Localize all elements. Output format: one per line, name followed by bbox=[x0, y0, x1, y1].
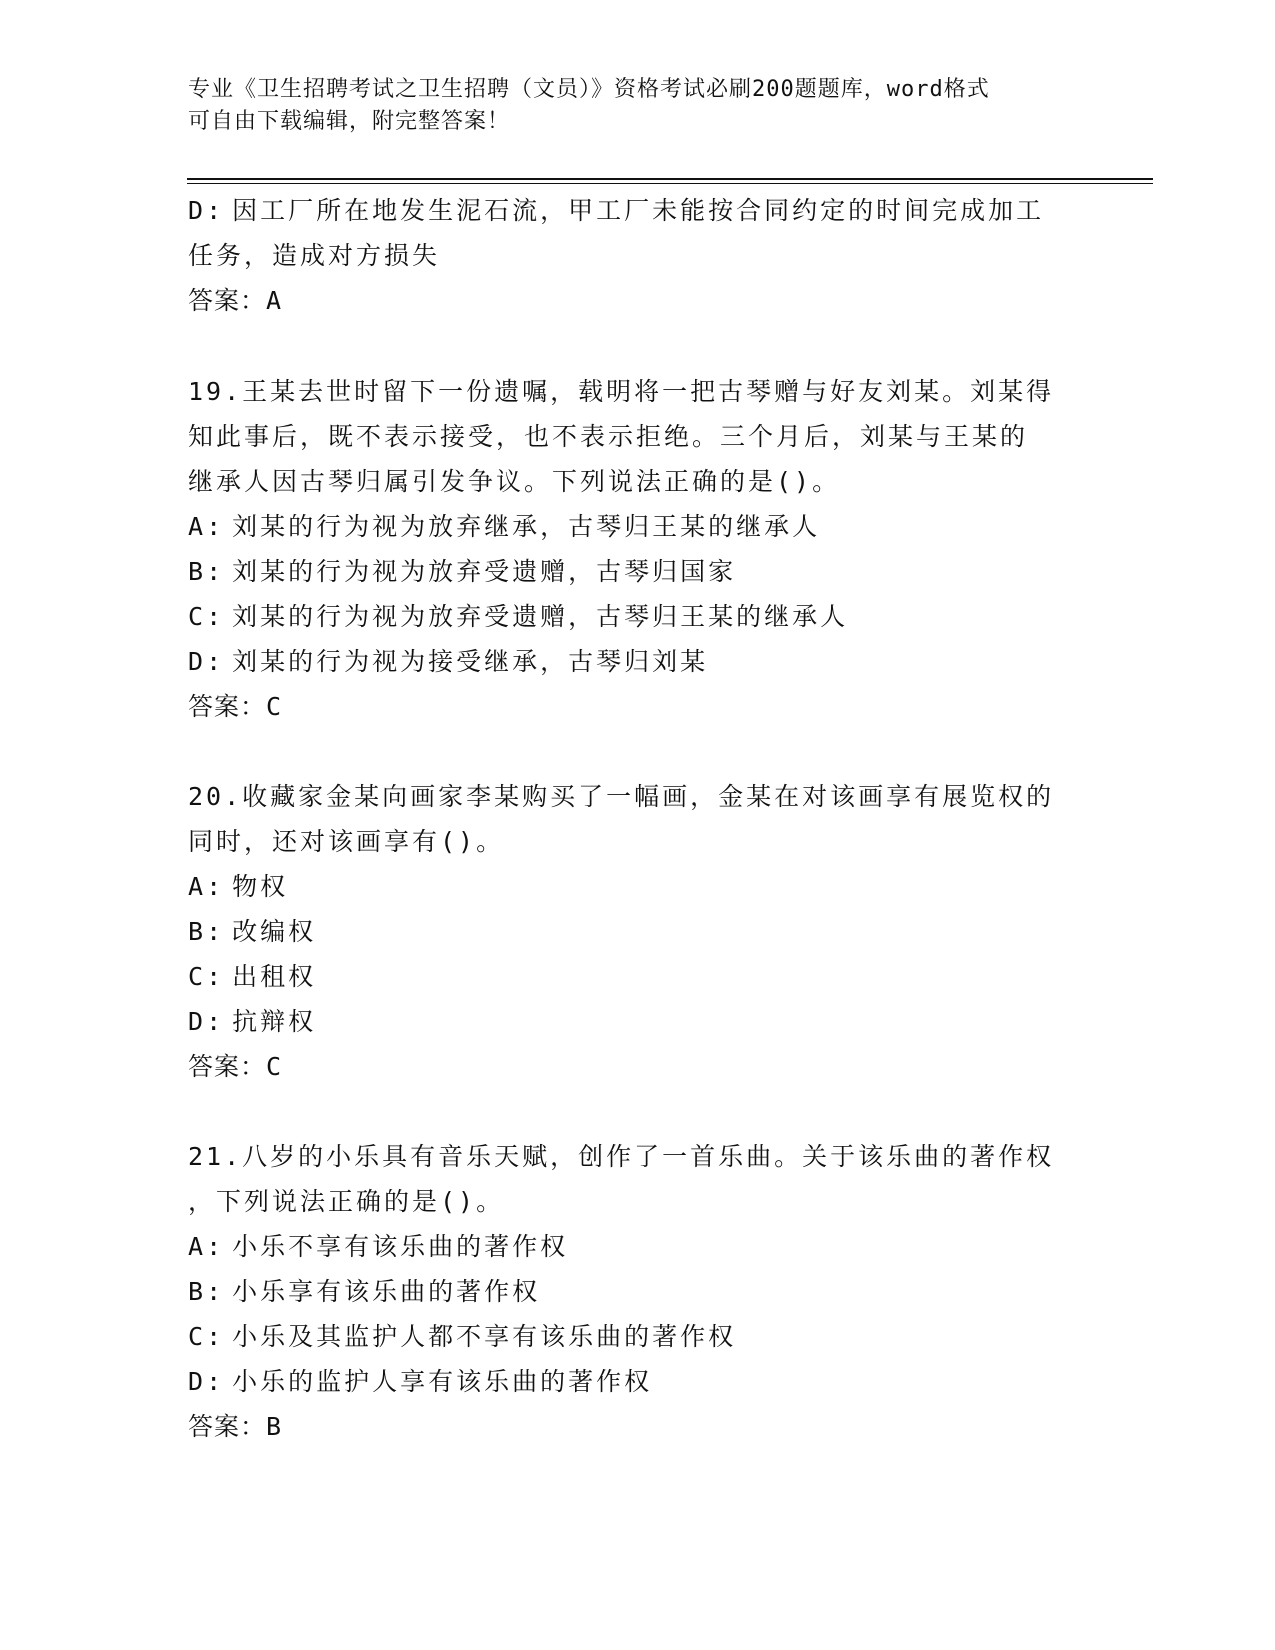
option-text: 刘某的行为视为放弃受遗赠，古琴归国家 bbox=[232, 557, 737, 586]
question-stem-line: 20.收藏家金某向画家李某购买了一幅画，金某在对该画享有展览权的 bbox=[188, 782, 1055, 811]
answer-value: B bbox=[266, 1412, 283, 1441]
option-letter: A bbox=[188, 872, 207, 901]
question-list bbox=[188, 188, 1088, 1494]
option-text: 因工厂所在地发生泥石流，甲工厂未能按合同约定的时间完成加工 bbox=[232, 196, 1045, 225]
answer-label: 答案： bbox=[188, 286, 267, 315]
question-stem-line: 继承人因古琴归属引发争议。下列说法正确的是()。 bbox=[188, 467, 841, 496]
option-line bbox=[188, 233, 1088, 278]
answer-value: C bbox=[266, 692, 283, 721]
option-line bbox=[188, 1359, 1088, 1404]
option-line bbox=[188, 504, 1088, 549]
option-separator: : bbox=[206, 512, 225, 541]
option-text: 出租权 bbox=[232, 962, 317, 991]
option-letter: A bbox=[188, 1232, 207, 1261]
option-line bbox=[188, 188, 1088, 233]
answer-line bbox=[188, 684, 1088, 729]
option-line bbox=[188, 1314, 1088, 1359]
question-block bbox=[188, 774, 1088, 1089]
option-separator: : bbox=[206, 1277, 225, 1306]
answer-line bbox=[188, 278, 1088, 323]
option-letter: C bbox=[188, 962, 207, 991]
header-divider-thin bbox=[187, 183, 1153, 184]
question-stem-line: 知此事后，既不表示接受，也不表示拒绝。三个月后，刘某与王某的 bbox=[188, 422, 1029, 451]
option-separator: : bbox=[206, 602, 225, 631]
option-letter: B bbox=[188, 1277, 207, 1306]
option-separator: : bbox=[206, 872, 225, 901]
option-letter: D bbox=[188, 647, 207, 676]
question-stem-line: 21.八岁的小乐具有音乐天赋，创作了一首乐曲。关于该乐曲的著作权 bbox=[188, 1142, 1055, 1171]
option-letter: A bbox=[188, 512, 207, 541]
option-text: 改编权 bbox=[232, 917, 317, 946]
option-text: 小乐不享有该乐曲的著作权 bbox=[232, 1232, 569, 1261]
question-block bbox=[188, 1134, 1088, 1449]
answer-line bbox=[188, 1404, 1088, 1449]
option-text: 小乐的监护人享有该乐曲的著作权 bbox=[232, 1367, 653, 1396]
option-line bbox=[188, 954, 1088, 999]
answer-label: 答案： bbox=[188, 1052, 267, 1081]
option-line bbox=[188, 1269, 1088, 1314]
option-line bbox=[188, 639, 1088, 684]
option-letter: B bbox=[188, 557, 207, 586]
option-text: 小乐享有该乐曲的著作权 bbox=[232, 1277, 541, 1306]
option-letter: C bbox=[188, 1322, 207, 1351]
option-text: 物权 bbox=[232, 872, 289, 901]
option-separator: : bbox=[206, 1322, 225, 1351]
option-line bbox=[188, 864, 1088, 909]
header-line-2: 可自由下载编辑，附完整答案！ bbox=[188, 109, 511, 134]
answer-value: A bbox=[266, 286, 283, 315]
option-text: 小乐及其监护人都不享有该乐曲的著作权 bbox=[232, 1322, 737, 1351]
option-text: 抗辩权 bbox=[232, 1007, 317, 1036]
option-separator: : bbox=[206, 1232, 225, 1261]
answer-value: C bbox=[266, 1052, 283, 1081]
question-stem-line: ，下列说法正确的是()。 bbox=[188, 1187, 505, 1216]
answer-line bbox=[188, 1044, 1088, 1089]
option-line bbox=[188, 549, 1088, 594]
option-text: 任务，造成对方损失 bbox=[188, 241, 441, 270]
question-stem-line: 19.王某去世时留下一份遗嘱，载明将一把古琴赠与好友刘某。刘某得 bbox=[188, 377, 1055, 406]
option-letter: C bbox=[188, 602, 207, 631]
answer-label: 答案： bbox=[188, 1412, 267, 1441]
option-separator: : bbox=[206, 1007, 225, 1036]
option-separator: : bbox=[206, 917, 225, 946]
option-separator: : bbox=[206, 557, 225, 586]
option-letter: D bbox=[188, 1367, 207, 1396]
option-text: 刘某的行为视为接受继承，古琴归刘某 bbox=[232, 647, 709, 676]
option-separator: : bbox=[206, 647, 225, 676]
answer-label: 答案： bbox=[188, 692, 267, 721]
option-line bbox=[188, 909, 1088, 954]
option-line bbox=[188, 1224, 1088, 1269]
option-letter: D bbox=[188, 1007, 207, 1036]
header-divider-thick bbox=[187, 178, 1153, 180]
question-block bbox=[188, 188, 1088, 323]
option-text: 刘某的行为视为放弃继承，古琴归王某的继承人 bbox=[232, 512, 821, 541]
option-separator: : bbox=[206, 962, 225, 991]
option-text: 刘某的行为视为放弃受遗赠，古琴归王某的继承人 bbox=[232, 602, 849, 631]
option-line bbox=[188, 999, 1088, 1044]
option-separator: : bbox=[206, 196, 225, 225]
option-letter: D bbox=[188, 196, 207, 225]
option-letter: B bbox=[188, 917, 207, 946]
question-stem-line: 同时，还对该画享有()。 bbox=[188, 827, 505, 856]
page-header bbox=[188, 74, 1068, 138]
option-line bbox=[188, 594, 1088, 639]
question-block bbox=[188, 369, 1088, 729]
header-line-1: 专业《卫生招聘考试之卫生招聘（文员）》资格考试必刷200题题库，word格式 bbox=[188, 77, 990, 102]
option-separator: : bbox=[206, 1367, 225, 1396]
